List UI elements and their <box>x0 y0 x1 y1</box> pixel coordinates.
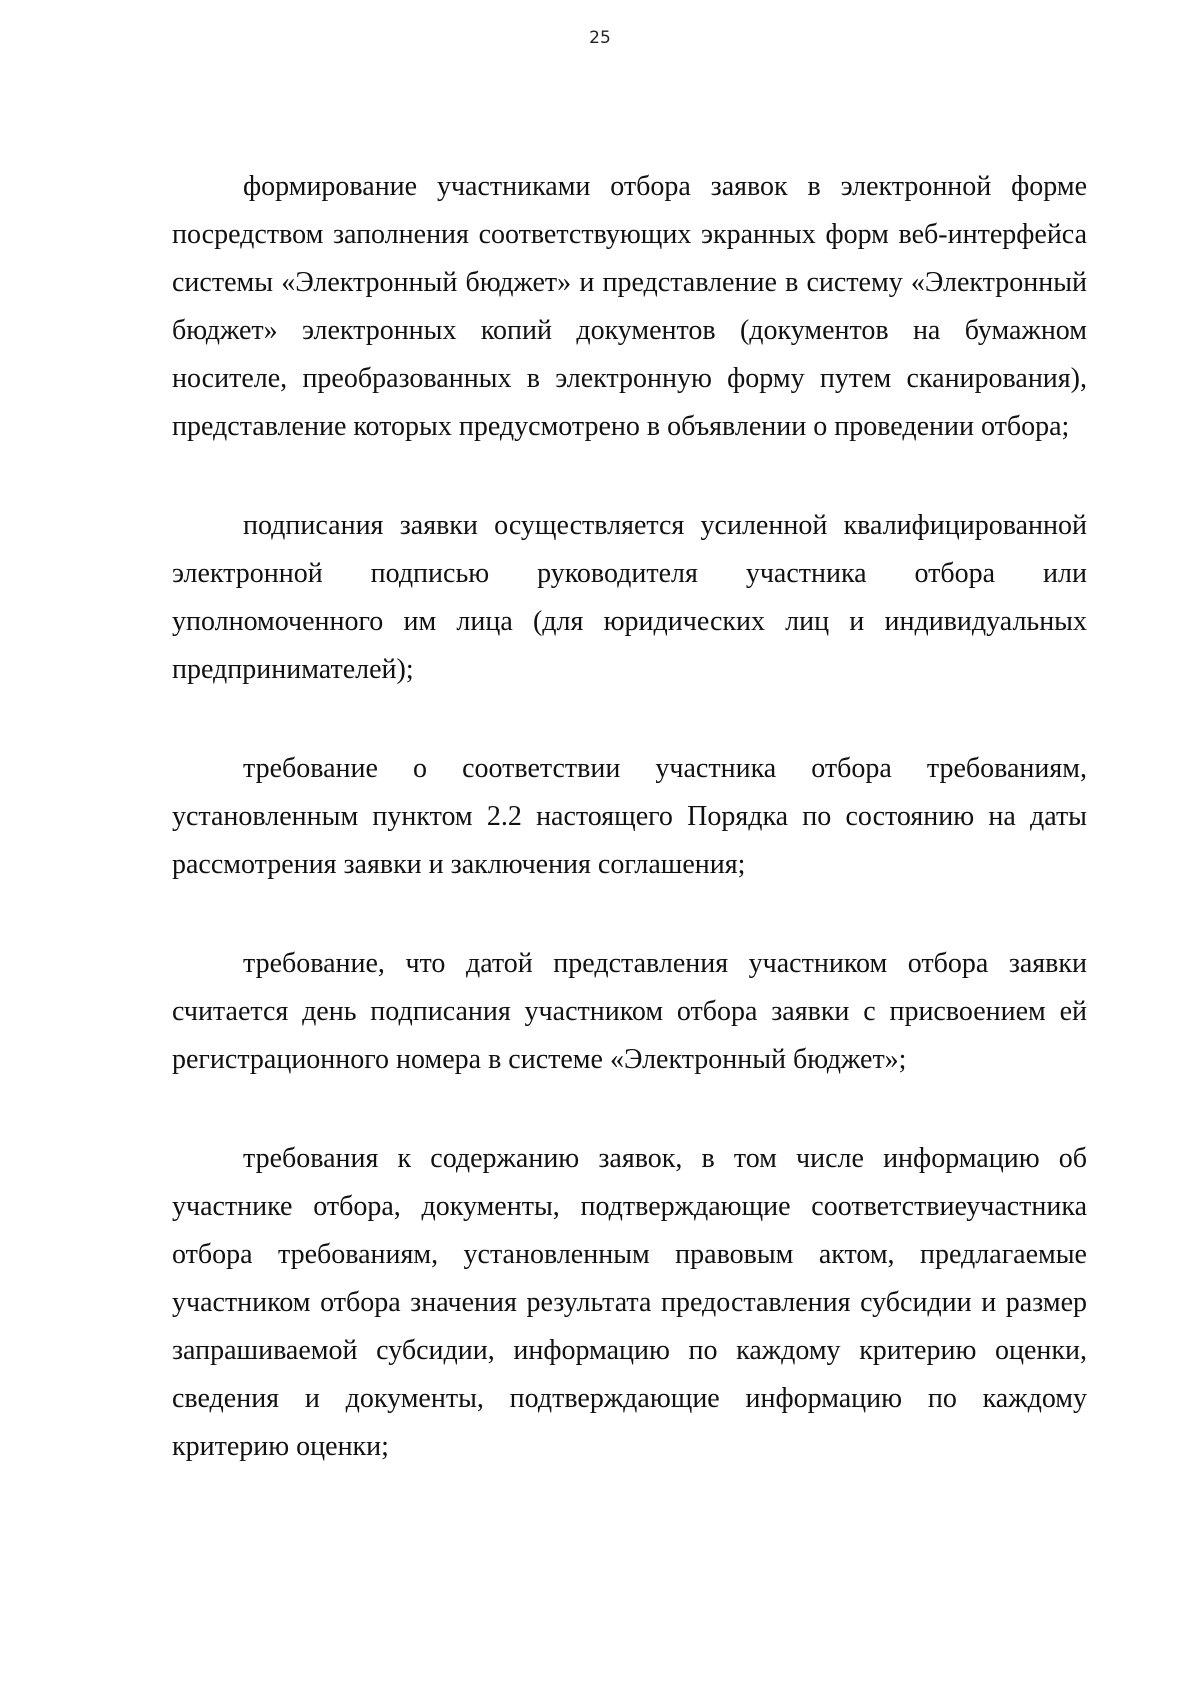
paragraph-application-forming: формирование участниками отбора заявок в электронной форме посредством заполнения соответствующих экранных форм веб-интерфейса системы «Электронный бюджет» и представление в систему «Электронный бюджет» электронных копий документов (документов на бумажном носителе, преобразованных в электронную форму путем сканирования), представление которых предусмотрено в объявлении о проведении отбора; <box>172 171 1087 442</box>
paragraph-application-content: требования к содержанию заявок, в том числе информацию об участнике отбора, документы, подтверждающие соответствиеучастника отбора требованиям, установленным правовым актом, предлагаемые участником отбора значения результата предоставления субсидии и размер запрашиваемой субсидии, информацию по каждому критерию оценки, сведения и документы, подтверждающие информацию по каждому критерию оценки; <box>172 1143 1087 1462</box>
document-body <box>172 163 1087 1522</box>
paragraph-submission-date: требование, что датой представления участником отбора заявки считается день подписания участником отбора заявки с присвоением ей регистрационного номера в системе «Электронный бюджет»; <box>172 948 1087 1075</box>
page-number: 25 <box>589 28 611 48</box>
paragraph-participant-requirements: требование о соответствии участника отбора требованиям, установленным пунктом 2.2 настоящего Порядка по состоянию на даты рассмотрения заявки и заключения соглашения; <box>172 753 1087 880</box>
paragraph-application-signing: подписания заявки осуществляется усиленной квалифицированной электронной подписью руководителя участника отбора или уполномоченного им лица (для юридических лиц и индивидуальных предпринимателей); <box>172 510 1087 685</box>
